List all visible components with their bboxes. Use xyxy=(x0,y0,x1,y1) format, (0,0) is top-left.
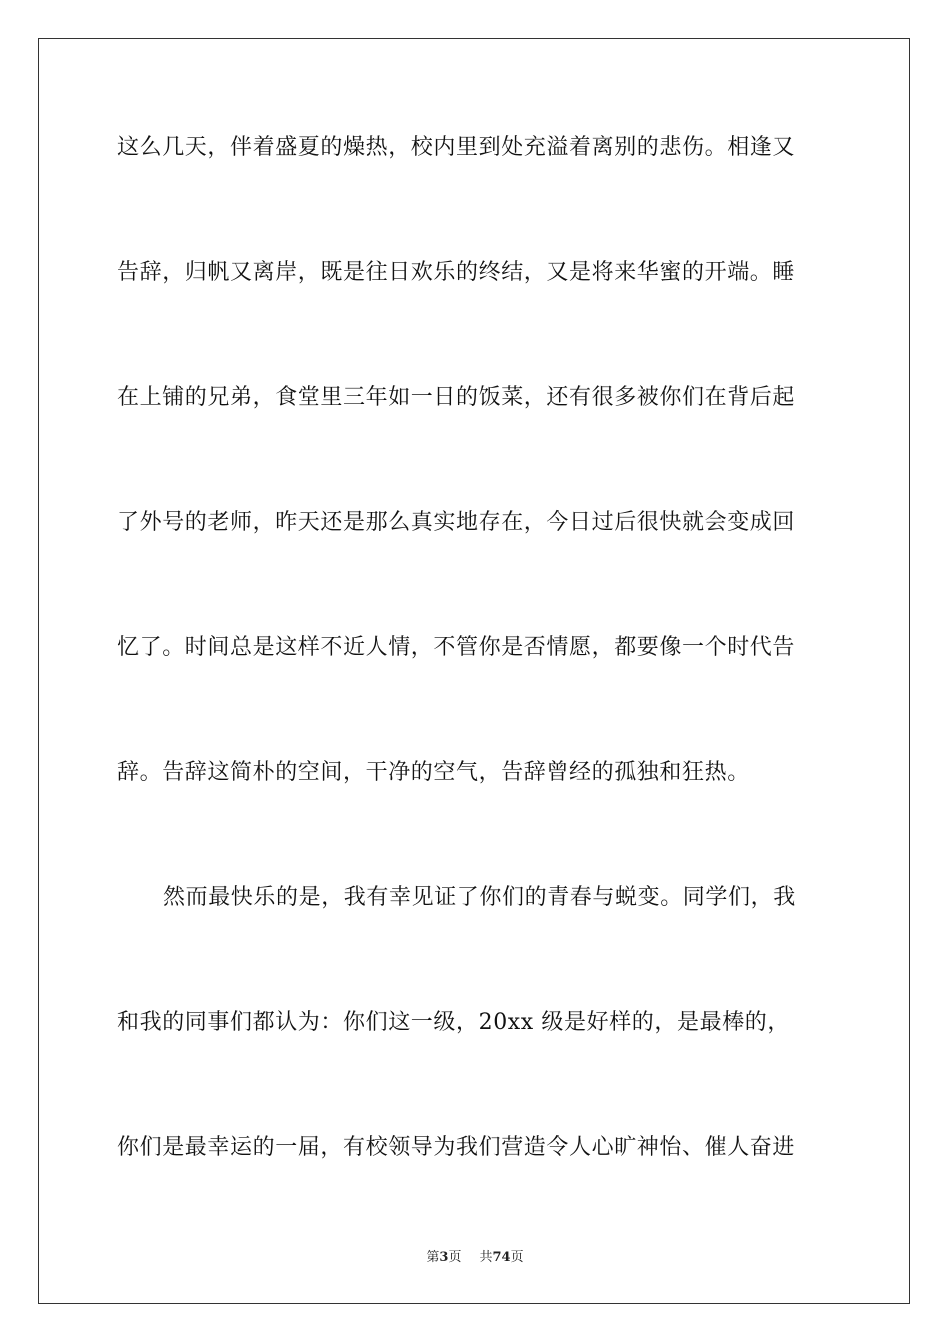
page-prefix: 第 xyxy=(426,1250,440,1265)
paragraph-line-6: 辞。告辞这简朴的空间，干净的空气，告辞曾经的孤独和狂热。 xyxy=(117,760,750,785)
paragraph-line-9: 你们是最幸运的一届，有校领导为我们营造令人心旷神怡、催人奋进 xyxy=(117,1135,796,1160)
paragraph-line-8: 和我的同事们都认为：你们这一级，20xx 级是好样的，是最棒的， xyxy=(117,1010,791,1035)
paragraph-line-1: 这么几天，伴着盛夏的燥热，校内里到处充溢着离别的悲伤。相逢又 xyxy=(117,135,796,160)
page-border xyxy=(38,38,910,1304)
total-prefix: 共 xyxy=(479,1250,493,1265)
paragraph-line-2: 告辞，归帆又离岸，既是往日欢乐的终结，又是将来华蜜的开端。睡 xyxy=(117,260,796,285)
total-pages: 74 xyxy=(492,1250,511,1265)
paragraph-line-5: 忆了。时间总是这样不近人情，不管你是否情愿，都要像一个时代告 xyxy=(117,635,796,660)
paragraph-line-4: 了外号的老师，昨天还是那么真实地存在，今日过后很快就会变成回 xyxy=(117,510,796,535)
total-suffix: 页 xyxy=(510,1250,524,1265)
paragraph-line-3: 在上铺的兄弟，食堂里三年如一日的饭菜，还有很多被你们在背后起 xyxy=(117,385,796,410)
page-suffix: 页 xyxy=(448,1250,462,1265)
page-footer xyxy=(0,1246,950,1265)
page-number: 3 xyxy=(439,1250,449,1265)
paragraph-line-7: 然而最快乐的是，我有幸见证了你们的青春与蜕变。同学们，我 xyxy=(163,885,796,910)
